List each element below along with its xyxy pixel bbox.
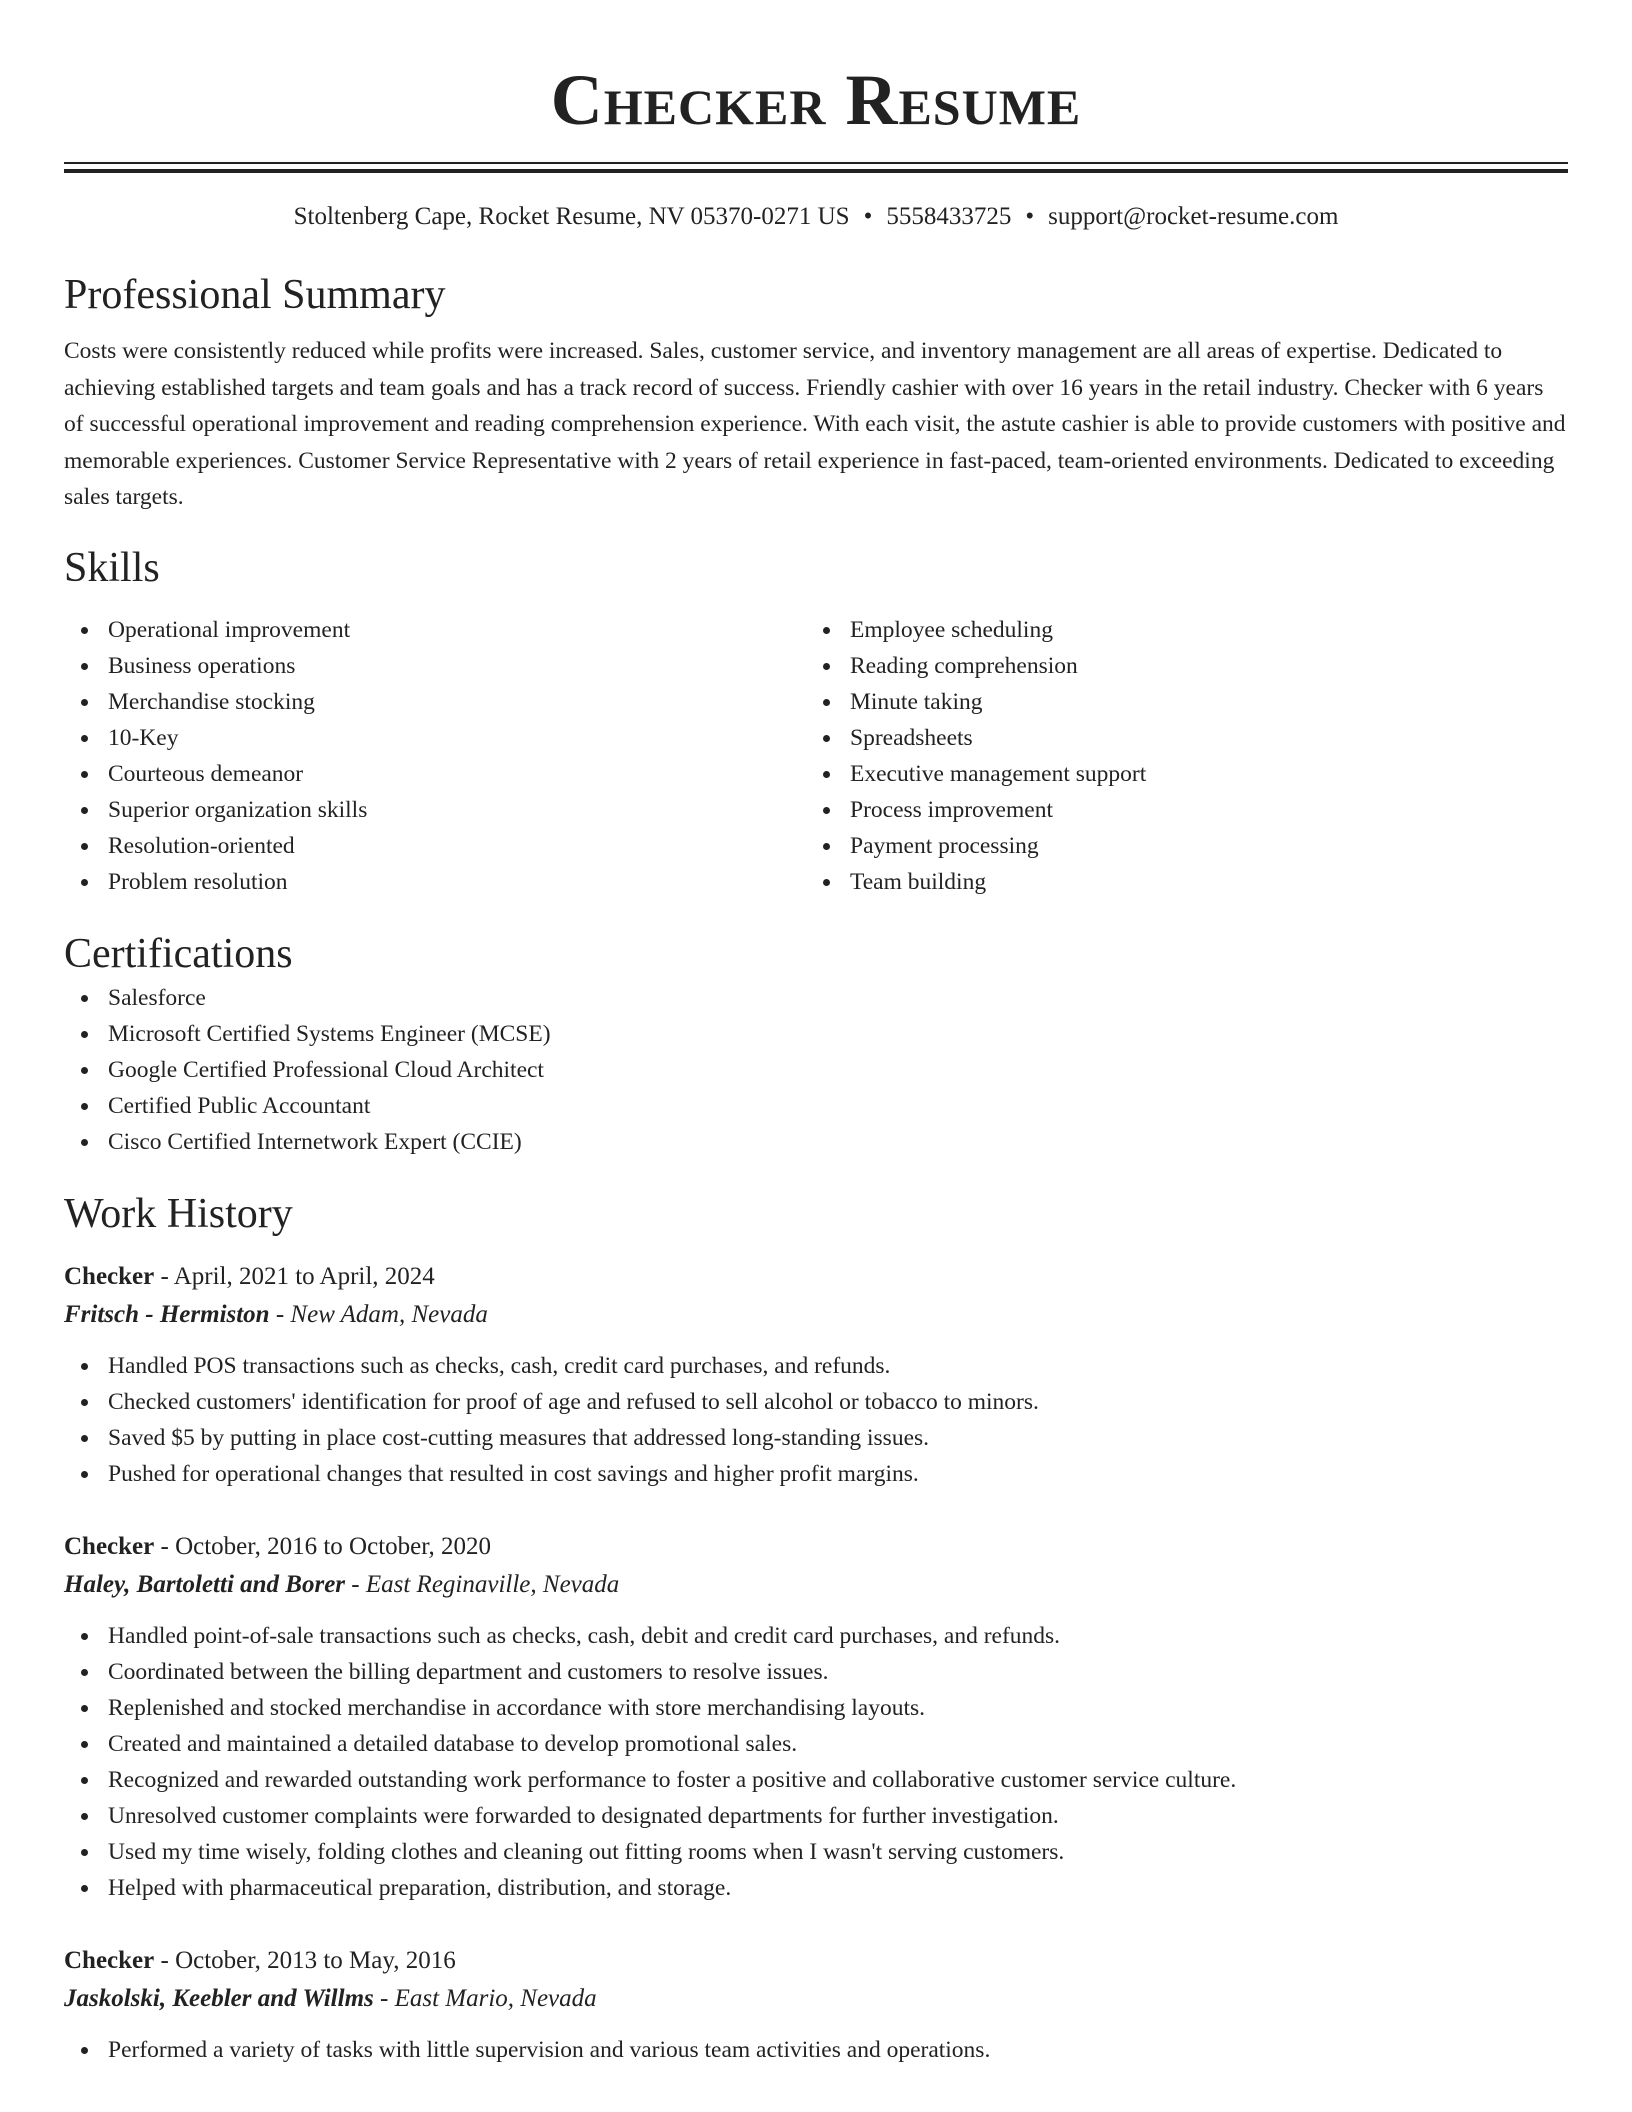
skill-item: Problem resolution	[64, 864, 806, 900]
skill-item: Merchandise stocking	[64, 684, 806, 720]
job-dates: - October, 2013 to May, 2016	[154, 1946, 456, 1974]
certifications-heading: Certifications	[64, 930, 293, 977]
job-duties	[64, 2032, 1568, 2068]
job-duties	[64, 1348, 1568, 1492]
job-employer	[64, 1296, 1568, 1334]
job-location: - East Reginaville, Nevada	[345, 1570, 620, 1598]
job-duty: Coordinated between the billing department and customers to resolve issues.	[64, 1654, 1568, 1690]
resume-page	[64, 0, 1568, 2068]
job-company: Fritsch - Hermiston	[64, 1300, 270, 1328]
title-divider	[64, 162, 1568, 173]
summary-text: Costs were consistently reduced while profits were increased. Sales, customer service, and inventory management are all areas of expertise. Dedicated to achieving established targets and team goals and has a track record of success. Friendly cashier with over 16 years in the retail industry. Checker with 6 years of successful operational improvement and reading comprehension experience. With each visit, the astute cashier is able to provide customers with positive and memorable experiences. Customer Service Representative with 2 years of retail experience in fast-paced, team-oriented environments. Dedicated to exceeding sales targets.	[64, 338, 1566, 510]
contact-separator: •	[1025, 203, 1035, 230]
skill-item: Spreadsheets	[806, 720, 1548, 756]
job-company: Jaskolski, Keebler and Willms	[64, 1984, 374, 2012]
job-location: - New Adam, Nevada	[269, 1300, 488, 1328]
skill-item: Employee scheduling	[806, 612, 1548, 648]
skill-item: Team building	[806, 864, 1548, 900]
job-duty: Used my time wisely, folding clothes and cleaning out fitting rooms when I wasn't serving customers.	[64, 1834, 1568, 1870]
job-employer	[64, 1980, 1568, 2018]
skill-item: Minute taking	[806, 684, 1548, 720]
skill-item: 10-Key	[64, 720, 806, 756]
job-duty: Handled point-of-sale transactions such as checks, cash, debit and credit card purchases, and refunds.	[64, 1618, 1568, 1654]
contact-phone: 5558433725	[886, 203, 1012, 230]
contact-email: support@rocket-resume.com	[1048, 203, 1339, 230]
job-duty: Unresolved customer complaints were forwarded to designated departments for further investigation.	[64, 1798, 1568, 1834]
skill-item: Operational improvement	[64, 612, 806, 648]
contact-line	[64, 201, 1568, 233]
skill-item: Resolution-oriented	[64, 828, 806, 864]
job-header	[64, 1528, 1568, 1566]
job-role: Checker	[64, 1262, 155, 1290]
certification-item: Cisco Certified Internetwork Expert (CCIE)	[64, 1124, 1568, 1160]
job-duty: Replenished and stocked merchandise in accordance with store merchandising layouts.	[64, 1690, 1568, 1726]
skill-item: Executive management support	[806, 756, 1548, 792]
job-duty: Pushed for operational changes that resulted in cost savings and higher profit margins.	[64, 1456, 1568, 1492]
skill-item: Payment processing	[806, 828, 1548, 864]
job-role: Checker	[64, 1946, 155, 1974]
job-entry	[64, 1258, 1568, 1492]
certifications-list	[64, 980, 1568, 1160]
summary-heading: Professional Summary	[64, 272, 446, 318]
resume-title: Checker Resume	[550, 60, 1082, 140]
skill-item: Business operations	[64, 648, 806, 684]
contact-separator: •	[863, 203, 873, 230]
work-history-heading: Work History	[64, 1190, 293, 1237]
job-duties	[64, 1618, 1568, 1906]
skills-heading: Skills	[64, 544, 160, 591]
certification-item: Salesforce	[64, 980, 1568, 1016]
job-dates: - October, 2016 to October, 2020	[154, 1532, 492, 1560]
contact-address: Stoltenberg Cape, Rocket Resume, NV 05370-0271 US	[293, 203, 850, 230]
job-duty: Checked customers' identification for proof of age and refused to sell alcohol or tobacco to minors.	[64, 1384, 1568, 1420]
job-duty: Saved $5 by putting in place cost-cutting measures that addressed long-standing issues.	[64, 1420, 1568, 1456]
job-duty: Handled POS transactions such as checks, cash, credit card purchases, and refunds.	[64, 1348, 1568, 1384]
skills-list-right	[806, 612, 1548, 900]
job-employer	[64, 1566, 1568, 1604]
certification-item: Google Certified Professional Cloud Architect	[64, 1052, 1568, 1088]
certification-item: Certified Public Accountant	[64, 1088, 1568, 1124]
skills-list-left	[64, 612, 806, 900]
skill-item: Reading comprehension	[806, 648, 1548, 684]
job-duty: Recognized and rewarded outstanding work performance to foster a positive and collaborative customer service culture.	[64, 1762, 1568, 1798]
certification-item: Microsoft Certified Systems Engineer (MCSE)	[64, 1016, 1568, 1052]
skill-item: Superior organization skills	[64, 792, 806, 828]
skills-columns	[64, 612, 1568, 900]
job-company: Haley, Bartoletti and Borer	[64, 1570, 346, 1598]
job-header	[64, 1258, 1568, 1296]
job-location: - East Mario, Nevada	[373, 1984, 597, 2012]
job-duty: Created and maintained a detailed database to develop promotional sales.	[64, 1726, 1568, 1762]
skill-item: Courteous demeanor	[64, 756, 806, 792]
job-role: Checker	[64, 1532, 155, 1560]
job-duty: Performed a variety of tasks with little supervision and various team activities and operations.	[64, 2032, 1568, 2068]
job-header	[64, 1942, 1568, 1980]
job-dates: - April, 2021 to April, 2024	[154, 1262, 435, 1290]
job-entry	[64, 1942, 1568, 2068]
job-entry	[64, 1528, 1568, 1906]
skill-item: Process improvement	[806, 792, 1548, 828]
job-duty: Helped with pharmaceutical preparation, distribution, and storage.	[64, 1870, 1568, 1906]
